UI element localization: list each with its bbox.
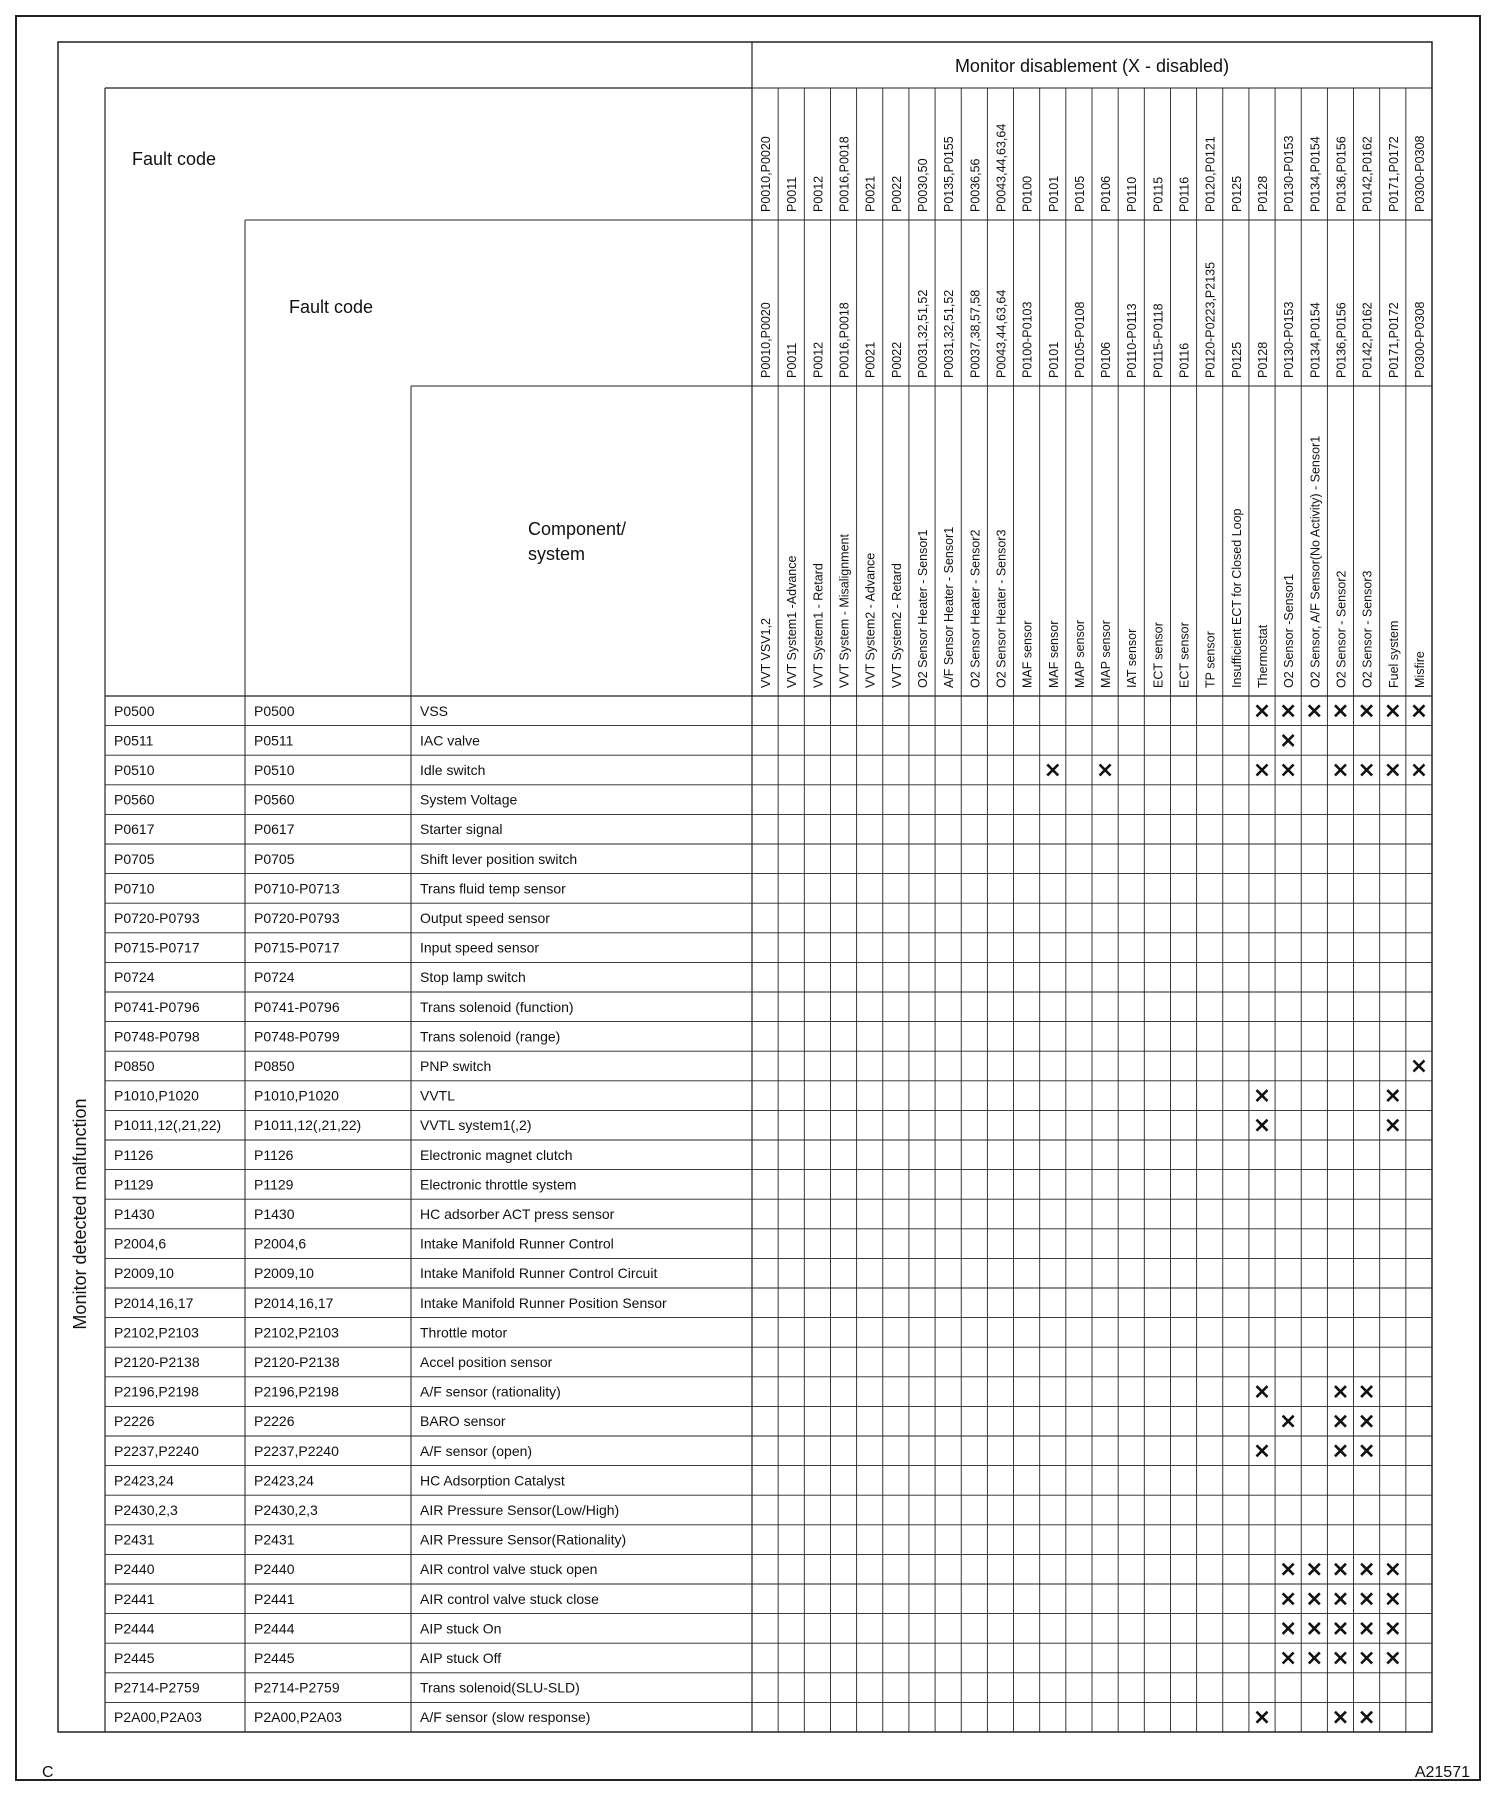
disabled-x-mark (1335, 1593, 1346, 1604)
disabled-x-mark (1257, 1090, 1268, 1101)
monitor-column-codes: P0043,44,63,64 (994, 289, 1009, 378)
row-fault-code: P0720-P0793 (114, 910, 200, 926)
monitor-column-system: MAF sensor (1046, 620, 1061, 688)
row-fault-codes: P2009,10 (254, 1265, 314, 1282)
row-fault-code: P0511 (114, 732, 154, 749)
row-component-system: A/F sensor (open) (420, 1442, 533, 1459)
monitor-column-system: ECT sensor (1177, 622, 1192, 688)
row-fault-codes: P2120-P2138 (254, 1354, 340, 1370)
row-fault-codes: P2444 (254, 1620, 295, 1637)
row-fault-code: P2226 (114, 1413, 155, 1430)
disabled-x-mark (1387, 1564, 1398, 1575)
monitor-column-codes: P0022 (889, 341, 904, 378)
monitor-column-codes: P0106 (1099, 341, 1114, 378)
monitor-column-codes: P0134,P0154 (1308, 302, 1323, 378)
monitor-column-code: P0030,50 (916, 158, 930, 212)
fault-code-header: Fault code (132, 149, 217, 169)
monitor-title: Monitor disablement (X - disabled) (954, 56, 1230, 76)
monitor-column-code: P0136,P0156 (1334, 136, 1349, 212)
monitor-column-codes: P0300-P0308 (1412, 301, 1427, 378)
disabled-x-mark (1283, 735, 1294, 746)
monitor-column-codes: P0128 (1256, 341, 1270, 378)
monitor-column-code: P0115 (1151, 176, 1166, 212)
disabled-x-mark (1387, 1090, 1398, 1101)
row-component-system: A/F sensor (slow response) (420, 1709, 591, 1726)
monitor-column-system: MAF sensor (1020, 620, 1035, 688)
monitor-column-codes: P0031,32,51,52 (916, 289, 930, 378)
row-component-system: Output speed sensor (420, 910, 550, 926)
disabled-x-mark (1309, 1653, 1320, 1664)
disabled-x-mark (1335, 1653, 1346, 1664)
row-fault-codes: P0850 (254, 1058, 295, 1074)
row-fault-code: P0500 (114, 702, 155, 719)
disabled-x-mark (1047, 765, 1058, 776)
monitor-column-code: P0110 (1125, 176, 1140, 212)
disabled-x-mark (1309, 1593, 1320, 1604)
row-component-system: VVTL (420, 1087, 456, 1104)
monitor-column-codes: P0130-P0153 (1282, 301, 1297, 378)
row-fault-code: P0710 (114, 880, 155, 897)
disabled-x-mark (1387, 1120, 1398, 1131)
monitor-column-codes: P0136,P0156 (1334, 302, 1349, 378)
monitor-column-code: P0142,P0162 (1360, 136, 1375, 212)
row-fault-codes: P2014,16,17 (254, 1294, 334, 1311)
row-fault-code: P2430,2,3 (114, 1502, 178, 1518)
row-fault-code: P0850 (114, 1058, 155, 1074)
row-fault-code: P2A00,P2A03 (114, 1709, 202, 1726)
disabled-x-mark (1361, 1623, 1372, 1634)
monitor-column-code: P0016,P0018 (837, 136, 852, 212)
row-fault-code: P2445 (114, 1650, 155, 1666)
row-component-system: Trans solenoid(SLU-SLD) (420, 1679, 580, 1696)
monitor-column-codes: P0100-P0103 (1020, 301, 1035, 378)
disabled-x-mark (1413, 705, 1424, 716)
disabled-x-mark (1283, 1416, 1294, 1427)
row-fault-code: P2102,P2103 (114, 1324, 199, 1341)
disabled-x-mark (1335, 1386, 1346, 1397)
disabled-x-mark (1387, 1623, 1398, 1634)
disabled-x-mark (1361, 1712, 1372, 1723)
row-component-system: Intake Manifold Runner Control Circuit (420, 1265, 658, 1282)
monitor-column-system: IAT sensor (1125, 628, 1140, 688)
row-fault-codes: P1129 (254, 1176, 294, 1193)
row-fault-codes: P2440 (254, 1561, 295, 1578)
disabled-x-mark (1309, 705, 1320, 716)
monitor-column-code: P0012 (811, 175, 826, 212)
monitor-column-code: P0135,P0155 (942, 136, 957, 212)
row-fault-code: P0741-P0796 (114, 998, 200, 1015)
monitor-column-system: O2 Sensor, A/F Sensor(No Activity) - Sensor1 (1308, 435, 1323, 688)
row-component-system: Trans solenoid (function) (420, 998, 574, 1015)
disabled-x-mark (1283, 1564, 1294, 1575)
row-fault-code: P2004,6 (114, 1235, 167, 1252)
monitor-column-codes: P0116 (1177, 342, 1192, 378)
monitor-column-code: P0130-P0153 (1282, 135, 1297, 212)
row-component-system: HC adsorber ACT press sensor (420, 1206, 615, 1222)
row-fault-code: P2431 (114, 1531, 155, 1548)
row-fault-codes: P0500 (254, 702, 295, 719)
row-component-system: PNP switch (420, 1058, 492, 1074)
monitor-column-code: P0120,P0121 (1203, 136, 1218, 212)
monitor-column-code: P0300-P0308 (1412, 135, 1427, 212)
disabled-x-mark (1309, 1623, 1320, 1634)
disabled-x-mark (1283, 1653, 1294, 1664)
monitor-column-codes: P0016,P0018 (837, 302, 852, 378)
row-component-system: AIR Pressure Sensor(Low/High) (420, 1502, 620, 1518)
row-fault-code: P2196,P2198 (114, 1383, 199, 1400)
row-fault-codes: P2102,P2103 (254, 1324, 339, 1341)
row-fault-code: P1129 (114, 1176, 154, 1193)
row-fault-codes: P0724 (254, 969, 295, 986)
monitor-column-system: Misfire (1412, 651, 1427, 688)
row-component-system: VSS (420, 702, 449, 719)
monitor-column-system: MAP sensor (1072, 620, 1087, 688)
monitor-column-code: P0101 (1046, 175, 1061, 212)
row-fault-codes: P0510 (254, 762, 295, 778)
row-component-system: AIR control valve stuck open (420, 1561, 598, 1578)
fault-code-subheader: Fault code (289, 297, 374, 317)
monitor-column-system: VVT System1 -Advance (785, 555, 800, 688)
row-component-system: AIR control valve stuck close (420, 1590, 599, 1607)
row-fault-codes: P1126 (254, 1146, 294, 1163)
row-fault-codes: P2226 (254, 1413, 295, 1430)
disabled-x-mark (1387, 765, 1398, 776)
monitor-column-code: P0011 (785, 176, 800, 212)
row-fault-code: P2423,24 (114, 1472, 174, 1489)
disabled-x-mark (1283, 705, 1294, 716)
monitor-column-system: A/F Sensor Heater - Sensor1 (942, 526, 957, 688)
disabled-x-mark (1257, 765, 1268, 776)
row-fault-code: P1011,12(,21,22) (114, 1117, 222, 1134)
row-group-label: Monitor detected malfunction (70, 1098, 90, 1330)
disabled-x-mark (1100, 765, 1111, 776)
row-component-system: AIP stuck On (420, 1620, 502, 1637)
row-fault-codes: P2A00,P2A03 (254, 1709, 342, 1726)
monitor-column-code: P0021 (863, 175, 878, 212)
disabled-x-mark (1387, 1653, 1398, 1664)
row-fault-codes: P1011,12(,21,22) (254, 1117, 362, 1134)
monitor-column-codes: P0010,P0020 (759, 302, 774, 378)
disabled-x-mark (1257, 705, 1268, 716)
row-fault-codes: P0720-P0793 (254, 910, 340, 926)
monitor-column-codes: P0105-P0108 (1072, 301, 1087, 378)
monitor-column-system: Thermostat (1256, 624, 1270, 688)
row-fault-code: P2014,16,17 (114, 1294, 194, 1311)
monitor-column-system: Insufficient ECT for Closed Loop (1229, 508, 1244, 688)
row-fault-codes: P0617 (254, 821, 295, 838)
row-fault-code: P1010,P1020 (114, 1087, 199, 1104)
component-header-line1: Component/ (528, 519, 627, 539)
row-fault-codes: P0741-P0796 (254, 998, 340, 1015)
row-component-system: Trans solenoid (range) (420, 1028, 561, 1045)
figure-id: A21571 (1414, 1764, 1470, 1781)
monitor-column-codes: P0021 (863, 341, 878, 378)
monitor-column-code: P0171,P0172 (1386, 136, 1401, 212)
monitor-column-code: P0128 (1256, 175, 1270, 212)
row-component-system: Starter signal (420, 821, 503, 838)
row-fault-codes: P0710-P0713 (254, 880, 340, 897)
row-component-system: VVTL system1(,2) (420, 1117, 532, 1134)
row-component-system: HC Adsorption Catalyst (420, 1472, 565, 1489)
disabled-x-mark (1413, 765, 1424, 776)
row-component-system: System Voltage (420, 791, 518, 808)
monitor-column-system: TP sensor (1203, 631, 1218, 688)
row-fault-codes: P0560 (254, 791, 295, 808)
row-fault-code: P2444 (114, 1620, 155, 1637)
monitor-column-system: O2 Sensor Heater - Sensor1 (916, 529, 930, 688)
row-fault-codes: P1010,P1020 (254, 1087, 339, 1104)
disabled-x-mark (1283, 1623, 1294, 1634)
monitor-column-code: P0125 (1229, 175, 1244, 212)
row-fault-codes: P1430 (254, 1206, 295, 1222)
disabled-x-mark (1361, 1416, 1372, 1427)
disabled-x-mark (1257, 1386, 1268, 1397)
monitor-column-codes: P0031,32,51,52 (942, 289, 957, 378)
row-fault-code: P2237,P2240 (114, 1442, 199, 1459)
monitor-column-code: P0106 (1099, 175, 1114, 212)
disabled-x-mark (1283, 1593, 1294, 1604)
row-fault-codes: P2431 (254, 1531, 295, 1548)
row-component-system: Electronic magnet clutch (420, 1146, 573, 1163)
disabled-x-mark (1335, 1712, 1346, 1723)
monitor-column-system: MAP sensor (1099, 620, 1114, 688)
disabled-x-mark (1257, 1120, 1268, 1131)
monitor-column-code: P0043,44,63,64 (994, 123, 1009, 212)
row-component-system: Shift lever position switch (420, 850, 578, 867)
row-fault-code: P0748-P0798 (114, 1028, 200, 1045)
monitor-column-codes: P0120-P0223,P2135 (1203, 261, 1218, 378)
row-fault-code: P0705 (114, 850, 155, 867)
row-fault-codes: P2430,2,3 (254, 1502, 318, 1518)
disabled-x-mark (1361, 1593, 1372, 1604)
disabled-x-mark (1335, 1623, 1346, 1634)
row-component-system: AIR Pressure Sensor(Rationality) (420, 1531, 627, 1548)
figure-letter: C (42, 1764, 54, 1781)
monitor-column-code: P0036,56 (968, 158, 983, 212)
row-fault-code: P1430 (114, 1206, 155, 1222)
row-fault-codes: P0511 (254, 732, 294, 749)
disabled-x-mark (1257, 1712, 1268, 1723)
monitor-column-code: P0010,P0020 (759, 136, 774, 212)
monitor-column-codes: P0012 (811, 341, 826, 378)
monitor-column-system: ECT sensor (1151, 622, 1166, 688)
monitor-column-system: Fuel system (1386, 620, 1401, 688)
row-fault-code: P2440 (114, 1561, 155, 1578)
row-component-system: Accel position sensor (420, 1354, 553, 1370)
row-fault-codes: P2441 (254, 1590, 295, 1607)
disabled-x-mark (1335, 705, 1346, 716)
row-fault-codes: P0715-P0717 (254, 939, 340, 956)
disabled-x-mark (1283, 765, 1294, 776)
disabled-x-mark (1361, 765, 1372, 776)
row-component-system: Throttle motor (420, 1324, 508, 1341)
row-component-system: Stop lamp switch (420, 969, 526, 986)
monitor-column-codes: P0115-P0118 (1151, 303, 1166, 378)
monitor-column-system: VVT System1 - Retard (811, 563, 826, 688)
row-fault-code: P0560 (114, 791, 155, 808)
monitor-column-system: O2 Sensor - Sensor3 (1360, 570, 1375, 688)
row-component-system: BARO sensor (420, 1413, 506, 1430)
row-component-system: Intake Manifold Runner Control (420, 1235, 614, 1252)
row-fault-code: P0617 (114, 821, 155, 838)
row-fault-code: P0715-P0717 (114, 939, 200, 956)
disabled-x-mark (1361, 1564, 1372, 1575)
disabled-x-mark (1361, 705, 1372, 716)
row-fault-code: P2009,10 (114, 1265, 174, 1282)
row-fault-codes: P2196,P2198 (254, 1383, 339, 1400)
row-component-system: Idle switch (420, 762, 486, 778)
monitor-column-system: O2 Sensor -Sensor1 (1282, 574, 1297, 688)
row-component-system: A/F sensor (rationality) (420, 1383, 561, 1400)
row-component-system: IAC valve (420, 732, 480, 749)
row-component-system: Intake Manifold Runner Position Sensor (420, 1294, 667, 1311)
row-fault-code: P1126 (114, 1146, 154, 1163)
monitor-column-code: P0022 (889, 175, 904, 212)
monitor-column-codes: P0142,P0162 (1360, 302, 1375, 378)
monitor-column-system: O2 Sensor Heater - Sensor2 (968, 529, 983, 688)
disabled-x-mark (1335, 1564, 1346, 1575)
row-component-system: Input speed sensor (420, 939, 540, 956)
disabled-x-mark (1309, 1564, 1320, 1575)
row-fault-codes: P2237,P2240 (254, 1442, 339, 1459)
row-fault-code: P0510 (114, 762, 155, 778)
row-fault-codes: P0748-P0799 (254, 1028, 340, 1045)
row-fault-codes: P2714-P2759 (254, 1679, 340, 1696)
monitor-column-system: VVT System2 - Advance (863, 552, 878, 688)
component-header-line2: system (528, 544, 586, 564)
monitor-column-system: VVT System - Misalignment (837, 534, 852, 688)
monitor-column-system: VVT VSV1,2 (759, 618, 774, 688)
monitor-column-system: O2 Sensor - Sensor2 (1334, 570, 1349, 688)
monitor-column-system: O2 Sensor Heater - Sensor3 (994, 529, 1009, 688)
row-component-system: Electronic throttle system (420, 1176, 577, 1193)
monitor-column-code: P0100 (1020, 175, 1035, 212)
monitor-column-codes: P0037,38,57,58 (968, 289, 983, 378)
monitor-column-codes: P0110-P0113 (1125, 303, 1140, 378)
disabled-x-mark (1387, 1593, 1398, 1604)
disabled-x-mark (1361, 1653, 1372, 1664)
row-component-system: Trans fluid temp sensor (420, 880, 566, 897)
row-fault-code: P0724 (114, 969, 155, 986)
disabled-x-mark (1335, 1445, 1346, 1456)
row-component-system: AIP stuck Off (420, 1650, 502, 1666)
row-fault-codes: P2445 (254, 1650, 295, 1666)
monitor-column-codes: P0011 (785, 342, 800, 378)
row-fault-code: P2120-P2138 (114, 1354, 200, 1370)
monitor-column-code: P0116 (1177, 176, 1192, 212)
disabled-x-mark (1387, 705, 1398, 716)
row-fault-codes: P2423,24 (254, 1472, 314, 1489)
disabled-x-mark (1361, 1445, 1372, 1456)
disabled-x-mark (1257, 1445, 1268, 1456)
disabled-x-mark (1335, 765, 1346, 776)
row-fault-codes: P0705 (254, 850, 295, 867)
disabled-x-mark (1361, 1386, 1372, 1397)
disabled-x-mark (1335, 1416, 1346, 1427)
row-fault-code: P2714-P2759 (114, 1679, 200, 1696)
monitor-column-code: P0134,P0154 (1308, 136, 1323, 212)
monitor-column-code: P0105 (1072, 175, 1087, 212)
monitor-column-codes: P0125 (1229, 341, 1244, 378)
row-fault-code: P2441 (114, 1590, 155, 1607)
monitor-column-codes: P0101 (1046, 341, 1061, 378)
monitor-column-codes: P0171,P0172 (1386, 302, 1401, 378)
disabled-x-mark (1413, 1061, 1424, 1072)
monitor-column-system: VVT System2 - Retard (889, 563, 904, 688)
row-fault-codes: P2004,6 (254, 1235, 307, 1252)
